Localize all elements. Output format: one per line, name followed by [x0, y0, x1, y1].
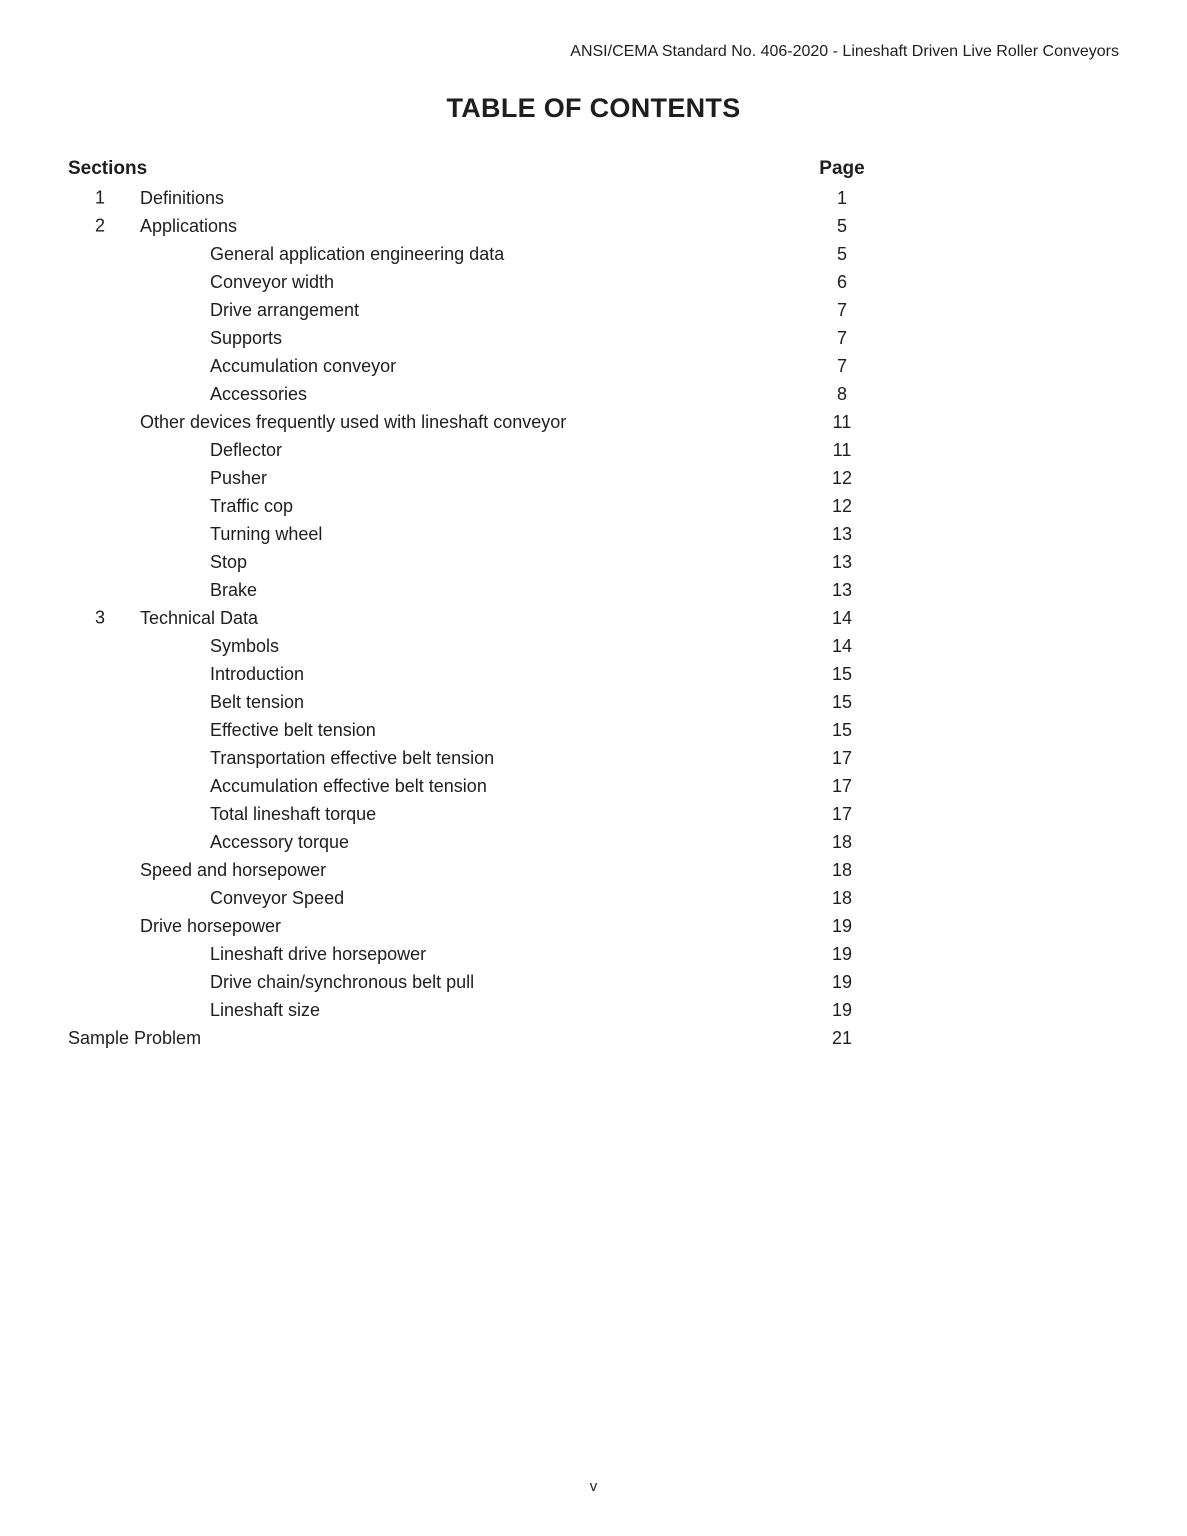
toc-row — [68, 408, 872, 436]
toc-section-number: 1 — [95, 187, 106, 208]
toc-entry — [68, 300, 812, 321]
toc-entry-page: 13 — [831, 551, 853, 572]
toc-entry-page: 19 — [831, 971, 853, 992]
toc-entry-page: 17 — [831, 747, 853, 768]
toc-entry — [68, 692, 812, 713]
toc-entry-label: Drive arrangement — [210, 299, 360, 320]
toc-header-row — [68, 154, 872, 184]
toc-entry — [68, 552, 812, 573]
toc-entry — [68, 272, 812, 293]
toc-entry-page: 7 — [836, 299, 847, 320]
toc-entry-label: Other devices frequently used with lineshaft conveyor — [140, 411, 567, 432]
toc-entry-label: Deflector — [210, 439, 283, 460]
toc-entry — [68, 1028, 812, 1049]
toc-rows — [68, 184, 872, 1052]
toc-row — [68, 912, 872, 940]
toc-section-number: 2 — [95, 215, 106, 236]
toc-entry-page: 15 — [831, 719, 853, 740]
toc-entry-label: Accessories — [210, 383, 308, 404]
toc-entry-label: Turning wheel — [210, 523, 323, 544]
toc-row — [68, 940, 872, 968]
toc-entry — [68, 1000, 812, 1021]
toc-entry-label: Lineshaft drive horsepower — [210, 943, 427, 964]
toc-entry — [68, 524, 812, 545]
toc-entry — [68, 720, 812, 741]
toc-row — [68, 856, 872, 884]
toc-entry-page: 17 — [831, 775, 853, 796]
toc-entry — [68, 468, 812, 489]
toc-entry — [68, 580, 812, 601]
page-column-header: Page — [819, 158, 865, 180]
toc-entry-page: 11 — [832, 411, 852, 432]
toc-row — [68, 744, 872, 772]
toc-entry-page: 17 — [831, 803, 853, 824]
toc-entry-label: Stop — [210, 551, 248, 572]
toc-entry — [68, 608, 812, 629]
toc-entry-label: Effective belt tension — [210, 719, 376, 740]
toc-row — [68, 800, 872, 828]
toc-entry-label: Accumulation effective belt tension — [210, 775, 487, 796]
toc-row — [68, 772, 872, 800]
toc-entry-label: Supports — [210, 327, 283, 348]
toc-entry — [68, 636, 812, 657]
footer-page-number: v — [589, 1478, 598, 1495]
toc-entry-label: Lineshaft size — [210, 999, 321, 1020]
running-header: ANSI/CEMA Standard No. 406-2020 - Lineshaft Driven Live Roller Conveyors — [570, 43, 1119, 60]
toc-entry-label: Transportation effective belt tension — [210, 747, 495, 768]
toc-entry-label: Introduction — [210, 663, 305, 684]
toc-row — [68, 968, 872, 996]
toc-entry — [68, 832, 812, 853]
toc-entry-label: Drive horsepower — [140, 915, 282, 936]
toc-row — [68, 520, 872, 548]
toc-entry-page: 5 — [836, 215, 847, 236]
toc-entry-page: 18 — [831, 831, 853, 852]
toc-entry-label: Brake — [210, 579, 258, 600]
toc-row — [68, 296, 872, 324]
toc-entry-page: 7 — [836, 355, 847, 376]
toc-row — [68, 212, 872, 240]
toc-entry — [68, 804, 812, 825]
toc-entry — [68, 216, 812, 237]
toc-row — [68, 436, 872, 464]
toc-entry-page: 5 — [836, 243, 847, 264]
toc-row — [68, 884, 872, 912]
toc-entry — [68, 440, 812, 461]
toc-row — [68, 688, 872, 716]
toc-entry-label: General application engineering data — [210, 243, 505, 264]
toc-entry-page: 7 — [836, 327, 847, 348]
toc-row — [68, 576, 872, 604]
toc-row — [68, 352, 872, 380]
toc-entry-label: Total lineshaft torque — [210, 803, 377, 824]
toc-entry-label: Symbols — [210, 635, 280, 656]
toc-entry-page: 15 — [831, 663, 853, 684]
toc-entry — [68, 860, 812, 881]
toc-entry-page: 6 — [836, 271, 847, 292]
toc-row — [68, 996, 872, 1024]
toc-entry-page: 15 — [831, 691, 853, 712]
toc-entry-label: Accessory torque — [210, 831, 350, 852]
toc-entry-label: Technical Data — [140, 607, 259, 628]
toc-row — [68, 1024, 872, 1052]
toc-entry-label: Speed and horsepower — [140, 859, 327, 880]
toc-entry-label: Sample Problem — [68, 1027, 202, 1048]
toc-entry-label: Drive chain/synchronous belt pull — [210, 971, 475, 992]
toc-entry — [68, 384, 812, 405]
toc-entry — [68, 328, 812, 349]
toc-entry-page: 13 — [831, 523, 853, 544]
toc-entry-label: Belt tension — [210, 691, 305, 712]
toc-row — [68, 240, 872, 268]
toc-entry — [68, 188, 812, 209]
toc-row — [68, 492, 872, 520]
toc-entry-label: Accumulation conveyor — [210, 355, 397, 376]
toc-row — [68, 268, 872, 296]
toc-row — [68, 548, 872, 576]
toc-entry-page: 12 — [831, 467, 853, 488]
toc-entry-label: Conveyor Speed — [210, 887, 345, 908]
toc-row — [68, 716, 872, 744]
toc-entry-page: 19 — [831, 943, 853, 964]
toc-row — [68, 604, 872, 632]
toc-entry-page: 12 — [831, 495, 853, 516]
sections-column-header: Sections — [68, 158, 148, 180]
toc-entry — [68, 664, 812, 685]
toc-entry-page: 18 — [831, 887, 853, 908]
toc-row — [68, 464, 872, 492]
toc-row — [68, 380, 872, 408]
toc-entry — [68, 888, 812, 909]
toc-entry — [68, 776, 812, 797]
toc-entry-page: 8 — [836, 383, 847, 404]
toc-entry — [68, 916, 812, 937]
toc-entry — [68, 748, 812, 769]
toc-entry-page: 1 — [836, 187, 847, 208]
toc-row — [68, 632, 872, 660]
toc-entry-page: 19 — [831, 915, 853, 936]
toc-entry-label: Applications — [140, 215, 238, 236]
page-title: TABLE OF CONTENTS — [446, 93, 741, 124]
toc-entry-label: Traffic cop — [210, 495, 294, 516]
toc-entry-label: Conveyor width — [210, 271, 335, 292]
toc-entry-label: Pusher — [210, 467, 268, 488]
toc-entry-page: 14 — [831, 607, 853, 628]
toc-entry-page: 13 — [831, 579, 853, 600]
toc-entry — [68, 356, 812, 377]
toc-entry — [68, 412, 812, 433]
toc-entry — [68, 972, 812, 993]
toc-entry-page: 14 — [831, 635, 853, 656]
toc-row — [68, 324, 872, 352]
toc-row — [68, 184, 872, 212]
toc-entry-page: 11 — [832, 439, 852, 460]
toc-row — [68, 660, 872, 688]
toc-entry-page: 19 — [831, 999, 853, 1020]
toc-row — [68, 828, 872, 856]
toc-entry — [68, 496, 812, 517]
toc-entry — [68, 944, 812, 965]
toc-section-number: 3 — [95, 607, 106, 628]
toc-entry — [68, 244, 812, 265]
table-of-contents — [68, 154, 872, 1052]
toc-entry-page: 18 — [831, 859, 853, 880]
toc-entry-page: 21 — [831, 1027, 853, 1048]
toc-entry-label: Definitions — [140, 187, 225, 208]
